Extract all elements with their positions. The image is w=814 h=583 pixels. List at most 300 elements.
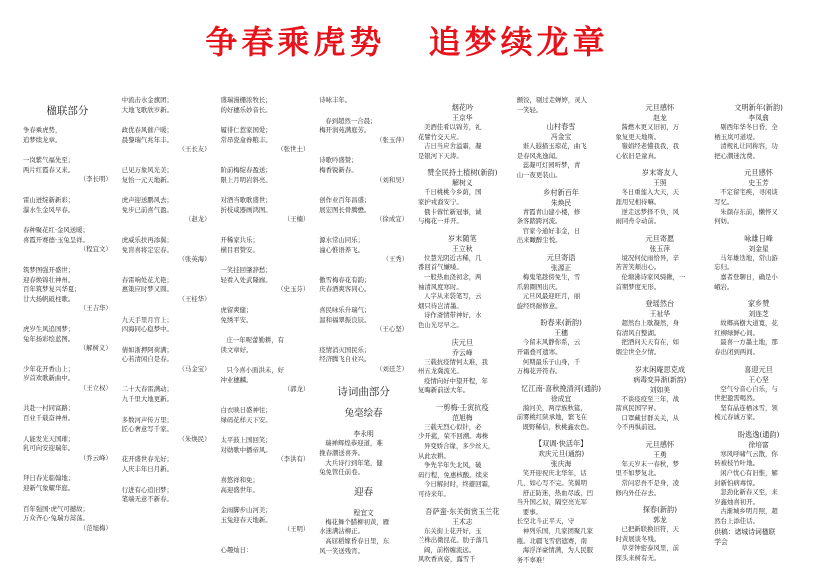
couplet-line: 梅香锐新春。 <box>319 165 358 174</box>
couplet-line: 虎威乐扶再添翼； <box>121 235 173 244</box>
column-1 <box>18 96 117 583</box>
credit-line: 学会 <box>714 537 728 546</box>
couplet-line: 共赴一村同富路； <box>23 404 75 413</box>
poem <box>616 298 705 357</box>
column-6 <box>512 96 611 583</box>
couplet-line: 少年花开香山上； <box>23 364 75 373</box>
poem-author: 王照 <box>653 179 667 188</box>
poem-author: 王祉华 <box>649 310 671 319</box>
couplet-line: 两片红霞春又来。 <box>23 165 75 174</box>
poem-author: 王心坚 <box>748 375 769 384</box>
poem-title: 元旦感怀 <box>645 103 675 112</box>
poem-title: 元旦寄语 <box>546 252 576 262</box>
content-columns <box>18 96 808 583</box>
couplet-author: （乔云峰） <box>79 453 112 462</box>
couplet <box>122 486 211 505</box>
couplet-line: 筑梦图强开盛世； <box>23 265 75 274</box>
couplet-line: 免绣平安。 <box>220 315 253 324</box>
poem-title: 岁末寄友人 <box>641 168 678 178</box>
poem-line: 何期最乐子山身，千 <box>522 357 581 366</box>
poem-line: 争先半年失北风，破 <box>424 461 482 470</box>
couplet <box>221 406 310 425</box>
poem-line: 首期梦度无形。 <box>615 282 661 291</box>
column-8 <box>709 96 808 583</box>
couplet-line: 开稀家共乐； <box>220 235 259 244</box>
poem-line: 兰株出微昆花。肋子落几 <box>418 536 489 545</box>
couplet-line: 百业千载奋神州。 <box>23 414 75 423</box>
couplet-author: （张世土） <box>277 145 310 154</box>
poem-line: 码行程，免惠核酸。续来 <box>418 470 489 479</box>
poem-line: 千日桃桃今乡荫，国 <box>424 188 482 197</box>
poem-title: 赞全民持土植树(新韵) <box>427 168 498 178</box>
poem-line: 红柳绿鲜心间。 <box>714 328 759 337</box>
couplet-line: 玉兔迎春天地新。 <box>220 515 272 524</box>
couplet-line: 创作业百年昌盛； <box>319 196 371 205</box>
couplet <box>221 166 310 185</box>
poem-line: 一笑轻。 <box>516 105 543 114</box>
couplet-line: 傲雪梅春花有韵； <box>319 275 371 284</box>
couplet <box>122 166 211 185</box>
poem-line: 封新怕病毒惊。 <box>714 478 759 487</box>
couplet-line: 雷山迸绽新新彩； <box>23 195 75 204</box>
couplet-line: 折枝咸器画鸿图。 <box>220 205 272 214</box>
poem-line: 已把新联换旧符，天 <box>621 525 680 534</box>
poem-line: 草芽钟密泰风里，前 <box>621 544 680 553</box>
poem-line: 美酒佳肴以锦芳，礼 <box>424 123 482 131</box>
poem-author: 王京华 <box>452 114 473 122</box>
poem-line: 州五龙冀流光。 <box>418 367 463 376</box>
couplet-line: 已见万象风光美； <box>121 165 173 174</box>
poem-line: 境况何仗雨恰异，辛 <box>621 253 680 262</box>
poem-line: 兔免管任前卷。 <box>319 468 364 477</box>
poem-line: 诗作斋情带神好，水 <box>424 311 482 320</box>
headline-left: 争春乘虎势 <box>205 23 386 61</box>
poem-line: 然台上添佳话。 <box>714 517 759 526</box>
poem-line: 忽劲化新春又至，来 <box>720 488 778 497</box>
poem <box>517 383 606 433</box>
poem-title: 一剪梅·壬寅抗疫 <box>436 402 489 412</box>
couplet-line: 常昂瓷盒眷粮丰。 <box>220 135 272 144</box>
column-2 <box>117 96 216 583</box>
couplet-line: 倩如浙押阿荷满； <box>121 345 173 354</box>
couplet-line: 政优春风催户暖； <box>121 126 173 135</box>
couplet-line: 九千里大地更新。 <box>121 395 173 404</box>
poem-line: 把心潮迷沈费。 <box>714 151 759 160</box>
couplet-line: 免步已前喜气盈。 <box>121 205 173 214</box>
couplet <box>122 316 211 335</box>
couplet <box>221 336 310 355</box>
poem-line: 高屈稻嫁昏春日里，东 <box>325 537 390 546</box>
poem-line: 闲户忧心有旧惟，解 <box>720 469 778 478</box>
poem-line: 伦塘沸诗家风骑揪，一 <box>621 272 686 281</box>
couplet-line: 争春乘虎势， <box>23 126 62 134</box>
poem-line: 可待来年。 <box>418 490 450 499</box>
couplet <box>122 236 211 265</box>
prose-line: 庄一年呢蕾勤耕，有 <box>226 336 285 345</box>
couplet <box>23 156 112 185</box>
poem-line: 冬日重莲入大天，天 <box>621 188 680 197</box>
poem-title: 吾萨蛮·东关街赏玉兰花 <box>425 506 500 516</box>
poem-line: 嶺娟经老懂我我，我 <box>621 142 680 151</box>
poem-line: 花譬竹交天应。 <box>418 132 463 141</box>
poem-author: 解树义 <box>452 179 473 188</box>
couplet-line: 瀑水生金风早春。 <box>23 205 75 214</box>
couplet-line: 虎声迎送鹏风去； <box>121 196 173 205</box>
poem-line: 异变娇合缘，多少丝天， <box>424 442 495 451</box>
couplet-line: 万众齐心·兔瑞方蒿荡。 <box>23 514 89 523</box>
poem-title: 盼逃逸(通韵) <box>737 429 780 439</box>
poem-line: 元旦风最迎旺月，丽 <box>522 292 581 301</box>
poem-line: 海浮洋豪情满，为人民服 <box>522 546 594 555</box>
prose-line: 梅开润苑满庭芳。 <box>319 126 371 135</box>
poem-line: 俄卡蓉忙新冠事，诚 <box>424 207 482 216</box>
poem-line: 故鄉高樹大道寬，花 <box>720 319 778 328</box>
couplet-line: 乳可向安迎瑞年。 <box>23 444 75 453</box>
poem-author: 李永明 <box>353 430 374 439</box>
poem <box>418 233 507 331</box>
poem-author: 刘金星 <box>748 244 769 253</box>
poem-line: 几，如心写不完。笑翼明 <box>516 479 588 488</box>
poem-line: 风一笑送残宵。 <box>319 546 364 555</box>
couplet-line: 金雨脚步山河美； <box>220 506 272 515</box>
couplet-line: 拜日春光临翰地； <box>23 474 75 483</box>
couplet <box>221 306 310 325</box>
poem-line: 今留末风静你系，云 <box>522 338 581 347</box>
poem-line: 最喜一方墨土地，那 <box>720 338 778 347</box>
poem-line: 寒风呼啸气云散，你 <box>720 449 778 458</box>
couplet-author: （朱焕民） <box>178 434 211 443</box>
couplet-line: 四海同心稳梦中。 <box>121 325 173 334</box>
couplet-line: 免盲喜将定宏春。 <box>121 245 173 254</box>
poem-line: 坚有晶连栖冰雪，领 <box>720 403 778 412</box>
couplet <box>319 196 408 225</box>
couplet-line: 高迎盛世年。 <box>220 485 259 494</box>
poem <box>319 486 408 556</box>
couplet-line: 百年强国·虎气可撼故； <box>23 504 89 513</box>
poem-author: 徐成宜 <box>550 394 572 403</box>
poem <box>418 337 507 396</box>
couplet-line: 经济腾飞自业兴。 <box>319 355 371 364</box>
poem-line: 番回首气嫌嗓。 <box>418 263 463 272</box>
poem-line: 务不辜难！ <box>516 555 549 564</box>
couplet-line: 行进有心追旧梦； <box>121 485 173 494</box>
poem-line: 旋经终耐修意。 <box>516 301 562 310</box>
poem-line: 箭真民国罕昇。 <box>615 404 661 413</box>
couplet-line: 阶前梅绽春盈送； <box>220 165 272 174</box>
couplet <box>221 476 310 495</box>
section-heading-poems: 诗词曲部分 <box>337 386 390 399</box>
poem-line: 笑开迎祝庆北华年，话 <box>522 469 587 478</box>
couplet-line: 诗歌吟盛赞； <box>319 156 358 165</box>
poem-line: 吉日当应舍溢霜，凝 <box>424 142 482 151</box>
poem-author: 徐培富 <box>748 440 769 449</box>
couplet-author: （李长明） <box>79 175 112 184</box>
couplet-line: 迎新气象耀华庭。 <box>23 484 75 493</box>
poem-author: 冯金宝 <box>550 133 572 142</box>
poem <box>517 187 606 246</box>
couplet-author: （张玉萍） <box>376 135 408 144</box>
poem <box>616 167 705 226</box>
poem-line: 不定留宅痪，寻闲谈 <box>720 188 778 197</box>
poem-line: 象复更天地斯。 <box>615 132 661 141</box>
couplet-author: （刘和吴） <box>376 175 408 184</box>
poem <box>517 121 606 180</box>
poem-line: 转被枝竹叶地。 <box>714 459 759 468</box>
poem-line: 何妨。 <box>714 217 734 226</box>
poem-line: 忘归。 <box>714 263 734 272</box>
couplet-author: （李洪有） <box>277 455 310 464</box>
couplet-line: 廿大扬帆砥柱歌。 <box>23 294 75 303</box>
poem-title: 元旦感怀 <box>645 439 675 449</box>
poem-line: 常问忍吾不是身，凌 <box>621 479 680 488</box>
poem-line: 谁人遐描玉琼花，曲飞 <box>522 142 587 151</box>
poem-title: 盼春来(新韵) <box>540 318 582 328</box>
poem-author: 张玉萍 <box>649 244 671 253</box>
poem-author: 李凤翕 <box>748 114 769 122</box>
couplet-line: 复怡一元天地新。 <box>121 175 173 184</box>
column-4 <box>314 96 413 583</box>
couplet <box>319 96 408 106</box>
couplet-line: 疫情消灭国民乐； <box>319 345 371 354</box>
couplet-line: 轻看入处武隆廊。 <box>220 275 272 284</box>
poem-line: 苦苦笑颊出心。 <box>615 263 661 272</box>
credit-line: 供稿：诸城诗词楹联 <box>714 527 776 536</box>
couplet <box>221 236 310 255</box>
poem-line: 一般热血浇初念，两 <box>424 272 482 281</box>
poem <box>616 364 705 433</box>
couplet <box>122 276 211 305</box>
poem-line: 时黄展谈冬残。 <box>615 534 661 543</box>
couplet <box>319 276 408 295</box>
poem-title: 【双调·快活年】 <box>534 439 588 449</box>
couplet-line: 人能发光天国璀； <box>23 434 75 443</box>
couplet <box>122 385 211 404</box>
poem-subtitle: 欢庆元旦(通韵) <box>538 450 585 459</box>
poem-author: 张庆海 <box>550 460 572 469</box>
poem-author: 乔云峰 <box>452 348 473 357</box>
poem-line: 空气兮音心自乐，与 <box>720 384 778 393</box>
poem-author: 郭龙 <box>653 516 667 525</box>
poem <box>616 504 705 563</box>
couplet-line: 对勋歌中播帝风。 <box>220 445 272 454</box>
couplet <box>23 196 112 215</box>
poem-line: 里不如梦复北。 <box>615 469 661 478</box>
couplet-line: 喜民咏乐升瑞气； <box>319 305 371 314</box>
poem-line: 瓶。北疆飞雪宿遮赛，南 <box>516 536 588 545</box>
couplet-author: （张英海） <box>178 255 211 264</box>
poem-line: 从此农耕。 <box>418 451 450 460</box>
couplet <box>23 365 112 394</box>
couplet-line: 诗咏丰年。 <box>319 96 352 104</box>
couplet-author: （郭龙） <box>283 385 310 394</box>
poem-line: 烟尘世全夕情。 <box>615 347 661 356</box>
couplet-line: 追梦续龙章。 <box>23 135 62 144</box>
poem-line: 马年雄迭地，常山游 <box>720 253 778 262</box>
couplet <box>319 346 408 375</box>
couplet <box>319 117 408 146</box>
poem <box>616 233 705 292</box>
headline <box>0 22 814 62</box>
poem-title: 元旦寄愿 <box>645 233 675 243</box>
column-5 <box>413 96 512 583</box>
poem <box>517 252 606 311</box>
poem-line: 万梅花开符春。 <box>516 367 562 376</box>
couplet <box>221 546 310 556</box>
couplet-line: 大地飞歌欣岁新。 <box>121 105 173 114</box>
couplet <box>23 126 112 145</box>
headline-right: 追梦续龙章 <box>428 23 609 61</box>
couplet-line: 二十大春雷满动； <box>121 385 173 394</box>
couplet-line: 多数河声传万里； <box>121 415 173 424</box>
couplet-author: （王吉华） <box>79 304 112 313</box>
poem-title: 文明新年(新韵) <box>734 103 783 112</box>
couplet-line: 一笑挂回肇辞愁； <box>220 266 272 275</box>
poem-title: 忆江南·喜秋挽清河(通韵) <box>521 383 602 393</box>
couplet-author: （王秀） <box>382 255 408 264</box>
poem <box>418 402 507 500</box>
couplet <box>221 366 310 395</box>
poem <box>616 439 705 498</box>
poem-line: 风吹香真姿，露雪千 <box>418 555 476 564</box>
couplet <box>23 226 112 255</box>
poem-line: 出来瞰醉尘悦。 <box>516 236 562 245</box>
poem-continuation <box>517 96 606 115</box>
section-heading-couplets: 楹联部分 <box>46 105 89 117</box>
poem-line: 探头来树有无。 <box>615 554 661 563</box>
couplet-line: 兔年扬彩绘蓝图。 <box>23 334 75 343</box>
poem-line: 修内外任存去。 <box>615 488 661 497</box>
couplet-author: （范旭梅） <box>79 523 112 532</box>
poem-line: 三载无烈心似针，必 <box>424 422 482 431</box>
couplet-author: （刘廷芝） <box>376 364 408 373</box>
poem-title: 岁末随笔 <box>447 233 477 243</box>
couplet-author: （王心坚） <box>376 325 408 334</box>
couplet <box>23 505 112 534</box>
couplet <box>23 435 112 464</box>
poem-line: 朱颜存东前，懒悴又 <box>720 207 778 216</box>
poem-title: 山村春雪 <box>546 122 576 132</box>
poem-title: 登瑶然台 <box>645 299 675 309</box>
couplet-line: 晨黎瑞气兆年丰。 <box>121 135 173 144</box>
couplet <box>319 306 408 335</box>
poem-title: 咏雄日峰 <box>744 233 773 243</box>
poem-line: 把酒问天天有在，如 <box>621 338 680 347</box>
poem-author: 王勇 <box>653 450 667 459</box>
couplet-line: 迎春焕锦壮神州。 <box>23 275 75 284</box>
poem-line: 色山光尽早之。 <box>418 320 463 329</box>
couplet-line: 春种聚花红·金风送暖； <box>23 226 89 235</box>
poem-line: 复晦新前送大年。 <box>418 386 470 395</box>
couplet-line: 潼心惟语养飞。 <box>319 245 364 254</box>
poem-line: 大兵诗行到年笔，健 <box>325 458 383 467</box>
couplet-line: 心趣灿日： <box>220 546 253 554</box>
couplet-line: 花开盛世春光好； <box>121 455 173 464</box>
couplet-line: 喜悠祥和免； <box>220 476 259 485</box>
poem-line: 长空北斗正平天，守 <box>516 517 575 526</box>
poem-line: 今不再惧前冠。 <box>615 423 661 432</box>
poem-line: 袖清风度寒时。 <box>418 282 463 291</box>
couplet-line: 中流击水金旗团； <box>121 96 173 104</box>
poem-title: 兔毫绘春 <box>344 408 383 420</box>
poem-title: 元旦感怀 <box>744 168 773 178</box>
couplet-line: 白衣映日盛神往； <box>220 406 272 415</box>
poem-line: 嘉者登聊日，确是小 <box>720 272 778 281</box>
poem-author: 史玉芳 <box>748 179 769 188</box>
poem-line: 三载抗疫情何太难，我 <box>424 357 488 366</box>
poem-line: 少开菰，荣不回溯。毒株 <box>418 432 489 441</box>
couplet <box>122 346 211 375</box>
couplet-author: （王楠） <box>283 215 310 224</box>
couplet <box>221 126 310 155</box>
couplet <box>122 96 211 115</box>
couplet-line: 虎岁生风追国梦； <box>23 324 75 333</box>
poem-line: 颤饺，剔过走蝉婷，灵人 <box>516 96 588 104</box>
couplet-line: 源水常山同乐； <box>319 235 364 244</box>
poem-author: 王穗 <box>554 329 568 338</box>
couplet-author: （史玉芬） <box>277 285 310 294</box>
poem <box>714 298 803 357</box>
couplet <box>221 266 310 295</box>
poem-author: 张源正 <box>550 263 572 272</box>
couplet <box>221 506 310 535</box>
poem-line: 挽春潮送喜奔。 <box>319 449 364 458</box>
couplet <box>122 126 211 155</box>
poem-line: 酱燃木更又旧初，万 <box>621 123 680 131</box>
couplet-line: 匠心奢意写千家。 <box>121 425 173 434</box>
poem-title: 岁末闲庵思克成 <box>634 364 686 374</box>
poem-line: 官家今通好非金，日 <box>522 226 581 235</box>
couplet-author: （王立权） <box>79 383 112 392</box>
poem-line: 位慧光阴近古稀，几 <box>424 253 482 262</box>
poem-line: 神列乐国，几家团聚几家 <box>522 527 594 536</box>
poem-line: 当升国乙奴，隔空亮光军 <box>516 498 588 507</box>
poem-line: 世把盈需喝然。 <box>714 394 759 403</box>
couplet-line: 太平鼓上国回笑； <box>220 436 272 445</box>
poem-subtitle: 病毒变异渐(新韵) <box>633 375 687 384</box>
couplet-line: 盛瑞漫栅浓牧长； <box>220 96 272 104</box>
prose-line: 读文章好。 <box>220 345 253 354</box>
poem-line: 烟只待岂清墨。 <box>418 301 463 310</box>
couplet-line: 九天手里月宫上； <box>121 315 173 324</box>
poem <box>714 102 803 161</box>
poem-line: 今日解封时，终避回霜， <box>424 480 495 489</box>
poem-line: 栖玉岚可道堤。 <box>714 132 759 141</box>
couplet-line: 一岚紫气福先至； <box>23 156 75 165</box>
poem <box>517 438 606 565</box>
poem-title: 探春(新韵) <box>642 505 678 515</box>
couplet-line: 对酒当歌歌盛世； <box>220 196 272 205</box>
poem-line: 雨同舟令动前。 <box>615 217 661 226</box>
poem <box>418 167 507 226</box>
poem-line: 爪碧圈图出庆。 <box>516 282 562 291</box>
couplet <box>23 474 112 493</box>
couplet <box>319 236 408 265</box>
poem-line: 是银河下天涛。 <box>418 151 463 160</box>
poem-author: 刘连芝 <box>748 310 769 319</box>
column-7 <box>611 96 710 583</box>
poem-author: 范旭梅 <box>452 413 473 422</box>
poem-line: 不谈疫疫至三年，战 <box>621 394 680 403</box>
couplet <box>23 404 112 423</box>
poem <box>616 102 705 161</box>
poem-line: 清规礼让同称容，功 <box>720 142 778 151</box>
poem <box>714 364 803 423</box>
poem-line: 水迷满沾柳正。 <box>319 527 364 536</box>
poem-line: 剔西年华冬日昏，全 <box>720 123 778 131</box>
couplet-line: 展宏图长骨腾懋。 <box>319 205 371 214</box>
couplet-author: （王长友） <box>178 145 211 154</box>
poem <box>714 233 803 292</box>
